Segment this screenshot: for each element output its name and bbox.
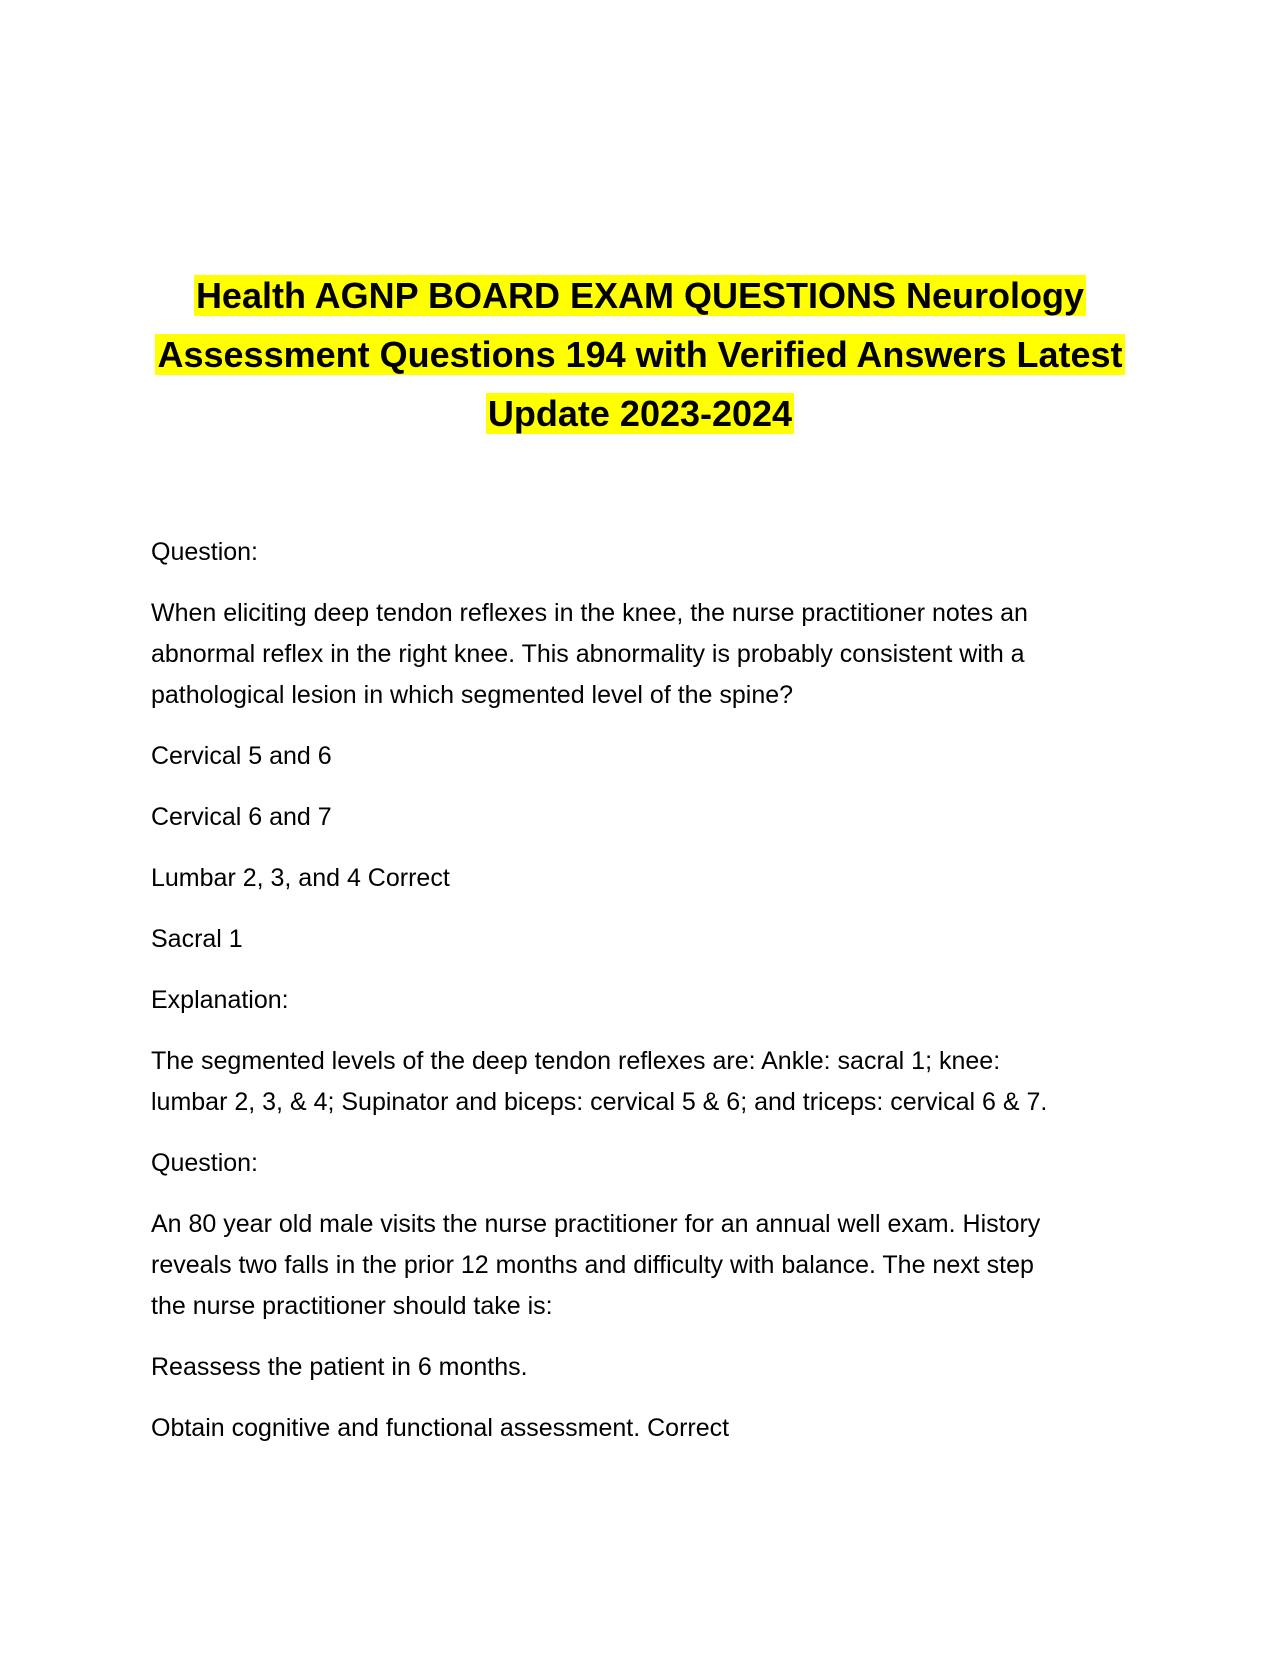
question-2-label: Question: [151,1149,259,1177]
question-2-text-line: the nurse practitioner should take is: [151,1292,553,1320]
question-2-option-2: Obtain cognitive and functional assessment. Correct [151,1414,730,1442]
question-1-option-1: Cervical 5 and 6 [151,742,332,770]
question-1-option-2: Cervical 6 and 7 [151,803,332,831]
explanation-text-line: lumbar 2, 3, & 4; Supinator and biceps: cervical 5 & 6; and triceps: cervical 6 & 7. [151,1088,1048,1116]
explanation-text-line: The segmented levels of the deep tendon reflexes are: Ankle: sacral 1; knee: [151,1047,1001,1075]
question-2-text [151,1204,1131,1327]
question-2-text-line: reveals two falls in the prior 12 months and difficulty with balance. The next step [151,1251,1034,1279]
document-body [151,532,1131,1469]
question-1-text [151,593,1131,716]
question-1-text-line: When eliciting deep tendon reflexes in the knee, the nurse practitioner notes an [151,599,1028,627]
explanation-label: Explanation: [151,986,289,1014]
title-line-3: Update 2023-2024 [487,393,793,434]
question-1-label: Question: [151,538,259,566]
question-1-text-line: abnormal reflex in the right knee. This abnormality is probably consistent with a [151,640,1025,668]
title-line-1: Health AGNP BOARD EXAM QUESTIONS Neurology [195,275,1085,316]
explanation-text [151,1041,1131,1123]
question-1-text-line: pathological lesion in which segmented level of the spine? [151,681,794,709]
question-2-text-line: An 80 year old male visits the nurse practitioner for an annual well exam. History [151,1210,1041,1238]
question-1-option-4: Sacral 1 [151,925,243,953]
question-2-option-1: Reassess the patient in 6 months. [151,1353,528,1381]
document-title [140,266,1140,443]
question-1-option-3: Lumbar 2, 3, and 4 Correct [151,864,450,892]
title-line-2: Assessment Questions 194 with Verified Answers Latest [157,334,1123,375]
